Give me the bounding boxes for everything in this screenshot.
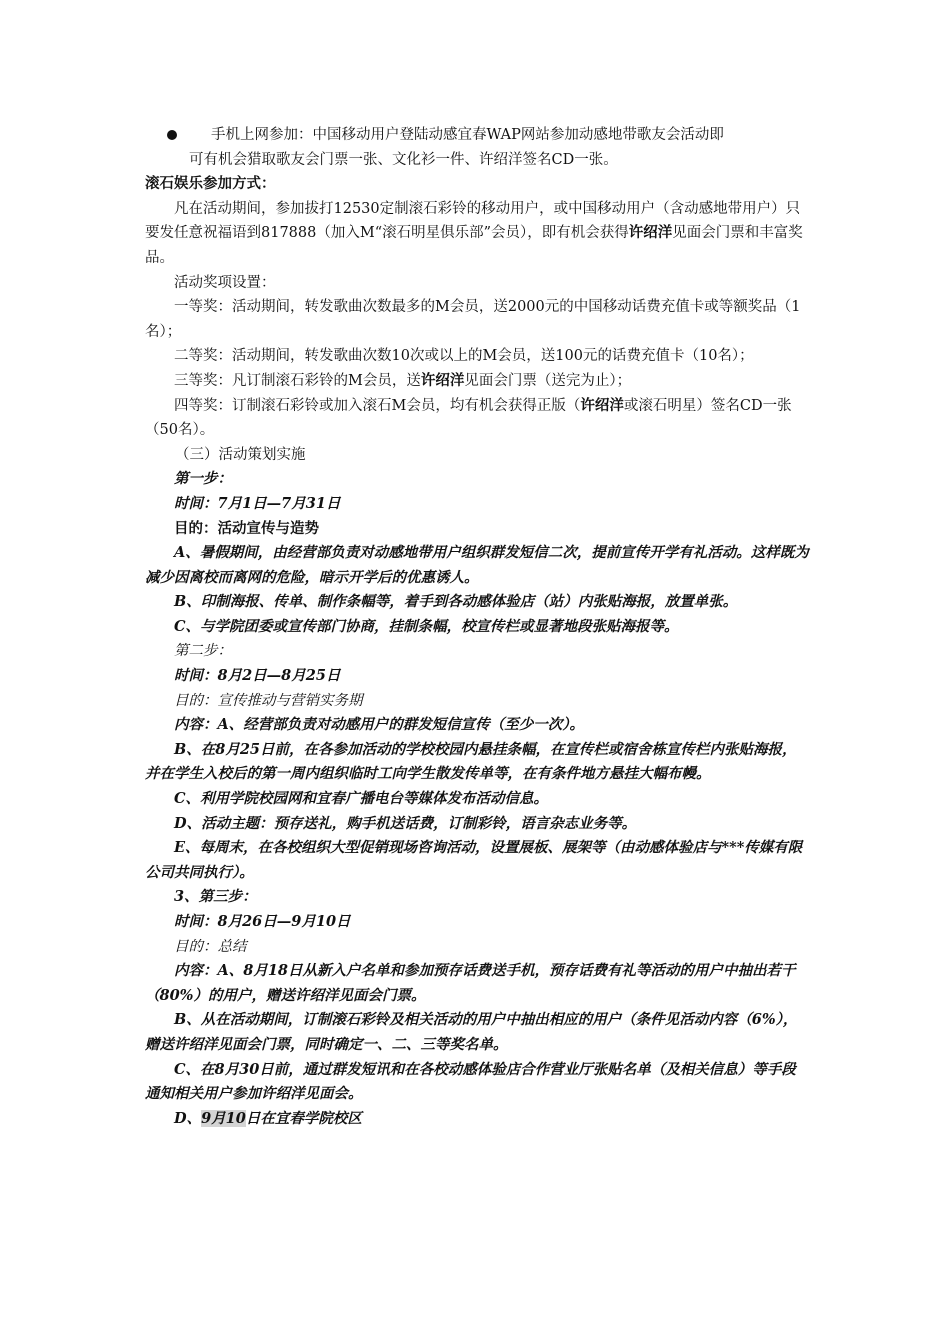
award-first: 一等奖：活动期间，转发歌曲次数最多的M会员，送2000元的中国移动话费充值卡或等额奖品（1名）； <box>145 299 801 340</box>
step3-item-c: C、在8月30日前，通过群发短讯和在各校动感体验店合作营业厅张贴名单（及相关信息）等手段通知相关用户参加许绍洋见面会。 <box>145 1060 796 1103</box>
step3-d-rest: 日在宜春学院校区 <box>245 1109 362 1127</box>
step2-item-b: B、在8月25日前，在各参加活动的学校校园内悬挂条幅，在宣传栏或宿舍栋宣传栏内张贴海报，并在学生入校后的第一周内组织临时工向学生散发传单等，在有条件地方悬挂大幅布幔。 <box>145 740 797 783</box>
step1-item-b: B、印制海报、传单、制作条幅等，着手到各动感体验店（站）内张贴海报，放置单张。 <box>174 593 738 611</box>
highlighted-day: 10 <box>225 1109 246 1127</box>
step1-item-a: A、暑假期间，由经营部负责对动感地带用户组织群发短信二次，提前宣传开学有礼活动。这样既为减少因离校而离网的危险，暗示开学后的优惠诱人。 <box>145 544 809 586</box>
artist-name: 许绍洋 <box>420 371 465 389</box>
step1-goal: 目的：活动宣传与造势 <box>174 519 319 537</box>
step3-d-prefix: D、 <box>174 1109 202 1127</box>
step2-goal: 目的：宣传推动与营销实务期 <box>174 692 363 709</box>
section-title: （三）活动策划实施 <box>175 446 306 463</box>
highlighted-date: 9月 <box>201 1109 226 1127</box>
step3-item-d <box>145 1107 809 1132</box>
award-fourth-text-a: 四等奖：订制滚石彩铃或加入滚石M会员，均有机会获得正版（ <box>174 397 581 414</box>
award-third-text-b: 见面会门票（送完为止）； <box>464 372 632 389</box>
step3-item-b: B、从在活动期间，订制滚石彩铃及相关活动的用户中抽出相应的用户（条件见活动内容（6%），赠送许绍洋见面会门票，同时确定一、二、三等奖名单。 <box>145 1011 798 1053</box>
bullet-line-2: 可有机会猎取歌友会门票一张、文化衫一件、许绍洋签名CD一张。 <box>189 151 618 168</box>
step2-content-a: 内容：A、经营部负责对动感用户的群发短信宣传（至少一次）。 <box>174 716 584 734</box>
step2-label: 第二步： <box>174 643 232 660</box>
award-second: 二等奖：活动期间，转发歌曲次数10次或以上的M会员，送100元的话费充值卡（10名）； <box>174 348 754 365</box>
step2-item-c: C、利用学院校园网和宜春广播电台等媒体发布活动信息。 <box>174 790 549 808</box>
award-fourth <box>145 394 809 443</box>
gunshi-heading: 滚石娱乐参加方式： <box>145 175 276 193</box>
step2-time: 时间：8月2日—8月25日 <box>174 667 341 685</box>
step2-item-e: E、每周末，在各校组织大型促销现场咨询活动，设置展板、展架等（由动感体验店与***传媒有限公司共同执行）。 <box>145 839 803 881</box>
step1-time: 时间：7月1日—7月31日 <box>174 494 341 512</box>
step2-item-d: D、活动主题：预存送礼，购手机送话费，订制彩铃，语言杂志业务等。 <box>174 814 637 832</box>
gunshi-text-a: 凡在活动期间，参加拔打12530定制滚石彩铃的移动用户，或中国移动用户（含动感地带用户）只要发任意祝福语到817888（加入M“滚石明星俱乐部”会员），即有机会获得 <box>145 200 801 242</box>
bullet-line-1: 手机上网参加：中国移动用户登陆动感宜春WAP网站参加动感地带歌友会活动即 <box>211 127 724 143</box>
step3-time: 时间：8月26日—9月10日 <box>174 913 351 930</box>
gunshi-text-b: 见面会门票和丰富奖品。 <box>145 225 803 266</box>
document-body <box>145 123 809 1131</box>
bullet-paragraph <box>145 123 809 172</box>
step3-content-a: 内容：A、8月18日从新入户名单和参加预存话费送手机，预存话费有礼等活动的用户中抽出若干（80%）的用户，赠送许绍洋见面会门票。 <box>145 962 796 1004</box>
award-title: 活动奖项设置： <box>174 274 276 291</box>
artist-name: 许绍洋 <box>628 224 673 242</box>
award-fourth-text-b: 或滚石明星）签名CD一张（50名）。 <box>145 397 792 439</box>
step1-item-c: C、与学院团委或宣传部门协商，挂制条幅，校宣传栏或显著地段张贴海报等。 <box>174 617 679 635</box>
award-third <box>145 369 809 394</box>
artist-name: 许绍洋 <box>580 396 624 414</box>
step3-label: 3、第三步： <box>174 888 257 906</box>
step1-label: 第一步： <box>174 470 232 488</box>
bullet-dot-icon <box>167 130 177 140</box>
gunshi-paragraph <box>145 197 809 271</box>
step3-goal: 目的：总结 <box>174 938 247 955</box>
award-third-text-a: 三等奖：凡订制滚石彩铃的M会员，送 <box>174 372 421 389</box>
